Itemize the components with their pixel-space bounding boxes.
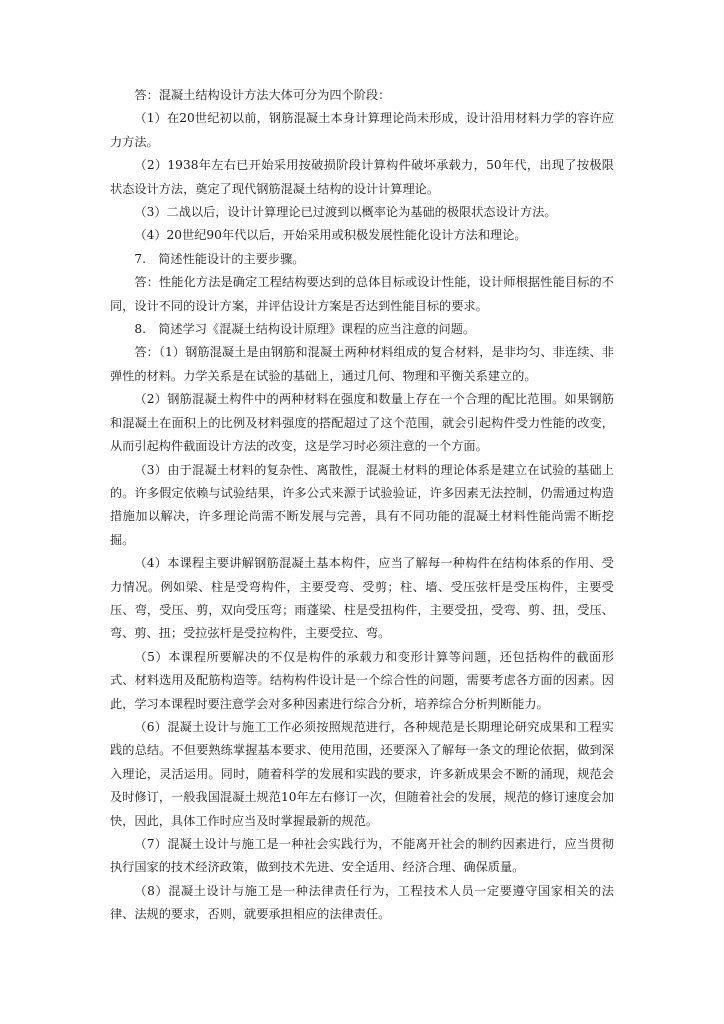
answer-intro: 答：混凝土结构设计方法大体可分为四个阶段： bbox=[134, 88, 391, 102]
answer-8-point-2: （2）钢筋混凝土构件中的两种材料在强度和数量上存在一个合理的配比范围。如果钢筋和混凝土在面积上的比例及材料强度的搭配超过了这个范围，就会引起构件受力性能的改变，从而引起构件截面设计方法的改变，这是学习时必须注意的一个方面。 bbox=[110, 392, 614, 454]
answer-8-point-3: （3）由于混凝土材料的复杂性、离散性，混凝土材料的理论体系是建立在试验的基础上的。许多假定依赖与试验结果，许多公式来源于试验验证，许多因素无法控制，仍需通过构造措施加以解决，许多理论尚需不断发展与完善，具有不同功能的混凝土材料性能尚需不断挖掘。 bbox=[110, 462, 614, 547]
answer-stage-3: （3）二战以后，设计计算理论已过渡到以概率论为基础的极限状态设计方法。 bbox=[134, 205, 557, 220]
answer-stage-1: （1）在20世纪初以前，钢筋混凝土本身计算理论尚未形成，设计沿用材料力学的容许应力方法。 bbox=[110, 111, 614, 149]
answer-8-point-4: （4）本课程主要讲解钢筋混凝土基本构件，应当了解每一种构件在结构体系的作用、受力情况。例如梁、柱是受弯构件，主要受弯、受剪；柱、墙、受压弦杆是受压构件，主要受压、弯，受压、剪，双向受压弯；雨蓬梁、柱是受扭构件，主要受扭，受弯、剪、扭，受压、弯、剪、扭；受拉弦杆是受拉构件，主要受拉、弯。 bbox=[110, 556, 614, 641]
question-7: 7. 简述性能设计的主要步骤。 bbox=[134, 251, 305, 266]
answer-7: 答：性能化方法是确定工程结构要达到的总体目标或设计性能，设计师根据性能目标的不同，设计不同的设计方案，并评估设计方案是否达到性能目标的要求。 bbox=[110, 275, 614, 313]
question-8: 8. 简述学习《混凝土结构设计原理》课程的应当注意的问题。 bbox=[134, 322, 476, 337]
answer-8-point-1: 答：（1）钢筋混凝土是由钢筋和混凝土两种材料组成的复合材料，是非均匀、非连续、非弹性的材料。力学关系是在试验的基础上，通过几何、物理和平衡关系建立的。 bbox=[110, 345, 614, 383]
answer-8-point-6: （6）混凝土设计与施工工作必须按照规范进行，各种规范是长期理论研究成果和工程实践的总结。不但要熟练掌握基本要求、使用范围，还要深入了解每一条文的理论依据，做到深入理论，灵活运用。同时，随着科学的发展和实践的要求，许多新成果会不断的涌现，规范会及时修订，一般我国混凝土规范10年左右修订一次，但随着社会的发展，规范的修订速度会加快，因此，具体工作时应当及时掌握最新的规范。 bbox=[110, 719, 614, 828]
document-page bbox=[110, 84, 614, 927]
answer-8-point-7: （7）混凝土设计与施工是一种社会实践行为，不能离开社会的制约因素进行，应当贯彻执行国家的技术经济政策，做到技术先进、安全适用、经济合理、确保质量。 bbox=[110, 837, 614, 875]
answer-8-point-5: （5）本课程所要解决的不仅是构件的承载力和变形计算等问题，还包括构件的截面形式、材料选用及配筋构造等。结构构件设计是一个综合性的问题，需要考虑各方面的因素。因此，学习本课程时要注意学会对多种因素进行综合分析，培养综合分析判断能力。 bbox=[110, 649, 614, 711]
answer-stage-2: （2）1938年左右已开始采用按破损阶段计算构件破坏承载力，50年代，出现了按极限状态设计方法，奠定了现代钢筋混凝土结构的设计计算理论。 bbox=[110, 158, 614, 196]
answer-8-point-8: （8）混凝土设计与施工是一种法律责任行为，工程技术人员一定要遵守国家相关的法律、法规的要求，否则，就要承担相应的法律责任。 bbox=[110, 883, 614, 922]
answer-stage-4: （4）20世纪90年代以后，开始采用或积极发展性能化设计方法和理论。 bbox=[134, 228, 527, 243]
